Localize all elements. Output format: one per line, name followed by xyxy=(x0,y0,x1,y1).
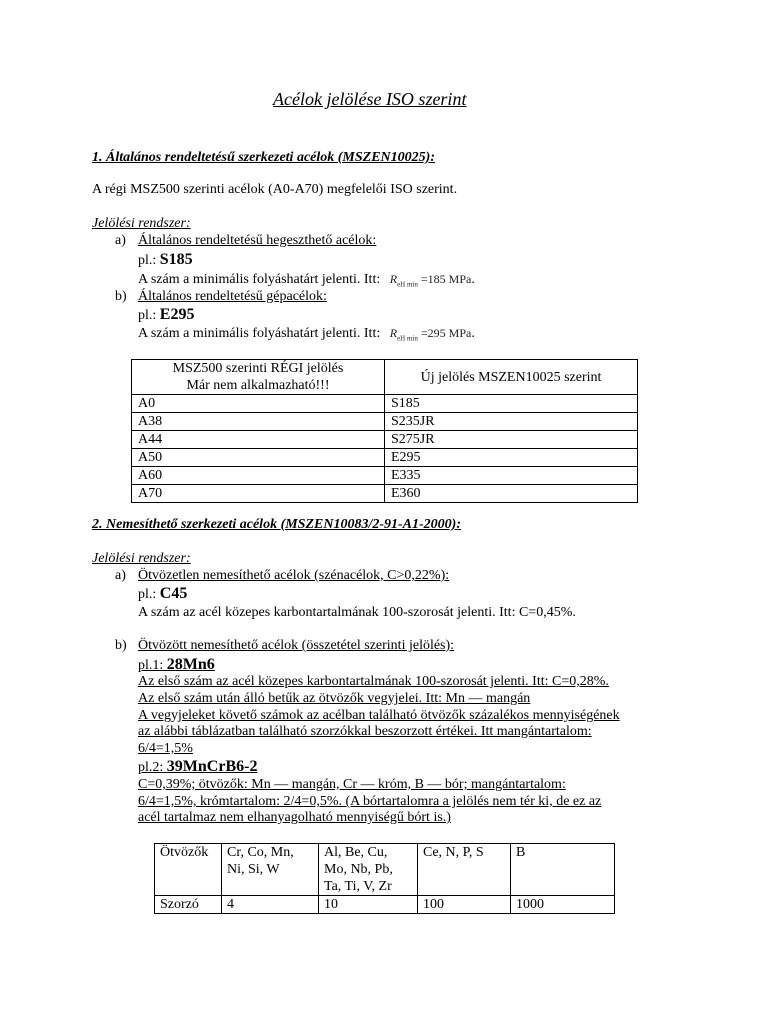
ex1-line: 6/4=1,5% xyxy=(138,741,193,756)
example-code: S185 xyxy=(159,251,193,268)
example-code: C45 xyxy=(159,585,188,602)
item-b-label: Általános rendeltetésű gépacélok: xyxy=(138,289,327,304)
header-new: Új jelölés MSZEN10025 szerint xyxy=(385,360,638,395)
formula-re-185: $R_{eH min} =185$ MPa xyxy=(389,272,472,289)
multiplier-table xyxy=(154,843,615,914)
ex1-line: Az első szám után álló betűk az ötvözők vegyjelei. Itt: Mn — mangán xyxy=(138,691,531,706)
example-code: 39MnCrB6-2 xyxy=(166,758,258,775)
item-a-example xyxy=(138,251,193,269)
item-a-marker: a) xyxy=(115,233,126,248)
item-a-label: Általános rendeltetésű hegeszthető acélok: xyxy=(138,233,377,248)
item2-a-marker: a) xyxy=(115,568,126,583)
ex2-line: C=0,39%; ötvözők: Mn — mangán, Cr — króm, B — bór; mangántartalom: xyxy=(138,777,566,792)
example-prefix: pl.: xyxy=(138,587,157,602)
table-row: A70 E360 xyxy=(132,485,638,503)
example-code: 28Mn6 xyxy=(166,656,215,673)
table-row: A50 E295 xyxy=(132,449,638,467)
item-b-marker: b) xyxy=(115,289,127,304)
item-a-desc: A szám a minimális folyáshatárt jelenti. Itt: $R_{eH min} =185$ MPa. xyxy=(138,272,475,289)
table-row: A0 S185 xyxy=(132,395,638,413)
ex2-line: acél tartalmaz nem elhanyagolható mennyiségű bórt is.) xyxy=(138,810,451,825)
table-row: A44 S275JR xyxy=(132,431,638,449)
ex1-line: az alábbi táblázatban található szorzókkal beszorzott értékei. Itt mangántartalom: xyxy=(138,724,592,739)
section2-heading: 2. Nemesíthető szerkezeti acélok (MSZEN10083/2-91-A1-2000): xyxy=(92,517,462,532)
formula-re-295: $R_{eH min} =295$ MPa xyxy=(389,326,472,343)
section1-heading: 1. Általános rendeltetésű szerkezeti acélok (MSZEN10025): xyxy=(92,150,435,165)
table-row: Szorzó 4 10 100 1000 xyxy=(155,896,615,914)
table-row: Ötvözők Cr, Co, Mn, Ni, Si, W Al, Be, Cu, Mo, Nb, Pb, Ta, Ti, V, Zr Ce, N, P, S B xyxy=(155,844,615,896)
ex1-line: Az első szám az acél közepes karbontartalmának 100-szorosát jelenti. Itt: C=0,28%. xyxy=(138,674,609,689)
ex2-line: 6/4=1,5%, krómtartalom: 2/4=0,5%. (A bórtartalomra a jelölés nem tér ki, de ez az xyxy=(138,794,602,809)
page-title: Acélok jelölése ISO szerint xyxy=(273,89,467,109)
section2-system-label: Jelölési rendszer: xyxy=(92,551,191,566)
example-prefix: pl.: xyxy=(138,253,157,268)
steel-conversion-table xyxy=(131,359,638,503)
section1-intro: A régi MSZ500 szerinti acélok (A0-A70) megfelelői ISO szerint. xyxy=(92,182,458,197)
table-row: A60 E335 xyxy=(132,467,638,485)
example-prefix: pl.: xyxy=(138,308,157,323)
item2-b-marker: b) xyxy=(115,638,127,653)
section1-system-label: Jelölési rendszer: xyxy=(92,216,191,231)
item-b-desc: A szám a minimális folyáshatárt jelenti. Itt: $R_{eH min} =295$ MPa. xyxy=(138,326,475,343)
item2-b-label: Ötvözött nemesíthető acélok (összetétel szerinti jelölés): xyxy=(138,638,455,653)
table-row: A38 S235JR xyxy=(132,413,638,431)
ex1-title: pl.1: 28Mn6 xyxy=(138,656,215,673)
item2-a-label: Ötvözetlen nemesíthető acélok (szénacélok, C>0,22%): xyxy=(138,568,450,583)
header-old: MSZ500 szerinti RÉGI jelölés Már nem alkalmazható!!! xyxy=(132,360,385,395)
ex1-line: A vegyjeleket követő számok az acélban található ötvözők százalékos mennyiségének xyxy=(138,708,620,723)
example-code: E295 xyxy=(159,306,195,323)
item2-a-desc: A szám az acél közepes karbontartalmának 100-szorosát jelenti. Itt: C=0,45%. xyxy=(138,605,576,620)
ex2-title: pl.2: 39MnCrB6-2 xyxy=(138,758,258,775)
item-b-example xyxy=(138,306,194,324)
item2-a-example xyxy=(138,585,187,603)
